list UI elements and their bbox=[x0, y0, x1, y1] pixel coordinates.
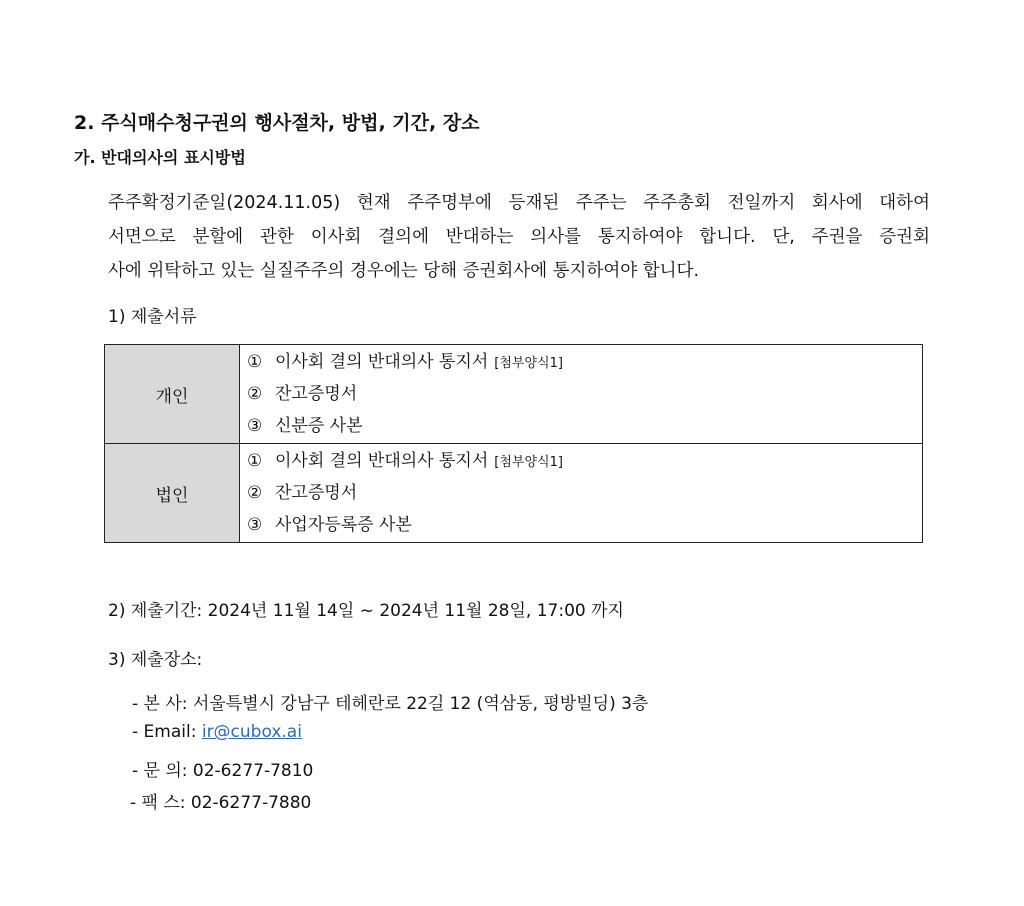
documents-table bbox=[104, 344, 923, 543]
place-heading: 3) 제출장소: bbox=[108, 650, 203, 670]
group-items bbox=[240, 444, 923, 543]
item-text: 신분증 사본 bbox=[275, 416, 363, 436]
item-number: ② bbox=[247, 483, 263, 503]
email-row bbox=[132, 722, 302, 742]
list-item bbox=[240, 509, 922, 541]
section-subtitle: 가. 반대의사의 표시방법 bbox=[74, 148, 246, 167]
group-label-individual: 개인 bbox=[105, 345, 240, 444]
list-item bbox=[240, 378, 922, 410]
paragraph-line: 사에 위탁하고 있는 실질주주의 경우에는 당해 증권회사에 통지하여야 합니다. bbox=[108, 261, 700, 281]
group-items bbox=[240, 345, 923, 444]
section-title: 2. 주식매수청구권의 행사절차, 방법, 기간, 장소 bbox=[74, 112, 480, 134]
item-text: 이사회 결의 반대의사 통지서 bbox=[275, 451, 489, 471]
item-text: 사업자등록증 사본 bbox=[275, 515, 412, 535]
list-item bbox=[240, 477, 922, 509]
item-note: [첨부양식1] bbox=[494, 356, 563, 371]
fax-number: - 팩 스: 02-6277-7880 bbox=[130, 793, 312, 813]
inquiry-phone: - 문 의: 02-6277-7810 bbox=[132, 761, 314, 781]
item-text: 잔고증명서 bbox=[275, 384, 358, 404]
item-number: ① bbox=[247, 352, 263, 372]
item-text: 잔고증명서 bbox=[275, 483, 358, 503]
list-item bbox=[240, 346, 922, 378]
office-address: - 본 사: 서울특별시 강남구 테헤란로 22길 12 (역삼동, 평방빌딩) 3층 bbox=[132, 694, 649, 714]
table-row bbox=[105, 345, 923, 444]
email-link[interactable]: ir@cubox.ai bbox=[201, 722, 302, 742]
paragraph-line: 주주확정기준일(2024.11.05) 현재 주주명부에 등재된 주주는 주주총회 전일까지 회사에 대하여 bbox=[108, 193, 930, 213]
documents-heading: 1) 제출서류 bbox=[108, 307, 197, 327]
item-text: 이사회 결의 반대의사 통지서 bbox=[275, 352, 489, 372]
list-item bbox=[240, 410, 922, 442]
group-label-corporate: 법인 bbox=[105, 444, 240, 543]
item-number: ② bbox=[247, 384, 263, 404]
list-item bbox=[240, 445, 922, 477]
item-number: ① bbox=[247, 451, 263, 471]
item-note: [첨부양식1] bbox=[494, 455, 563, 470]
paragraph-line: 서면으로 분할에 관한 이사회 결의에 반대하는 의사를 통지하여야 합니다. 단, 주권을 증권회 bbox=[108, 227, 930, 247]
table-row bbox=[105, 444, 923, 543]
email-label: - Email: bbox=[132, 722, 202, 742]
intro-paragraph bbox=[108, 186, 930, 288]
period-heading: 2) 제출기간: 2024년 11월 14일 ~ 2024년 11월 28일, 17:00 까지 bbox=[108, 601, 624, 621]
item-number: ③ bbox=[247, 416, 263, 436]
item-number: ③ bbox=[247, 515, 263, 535]
